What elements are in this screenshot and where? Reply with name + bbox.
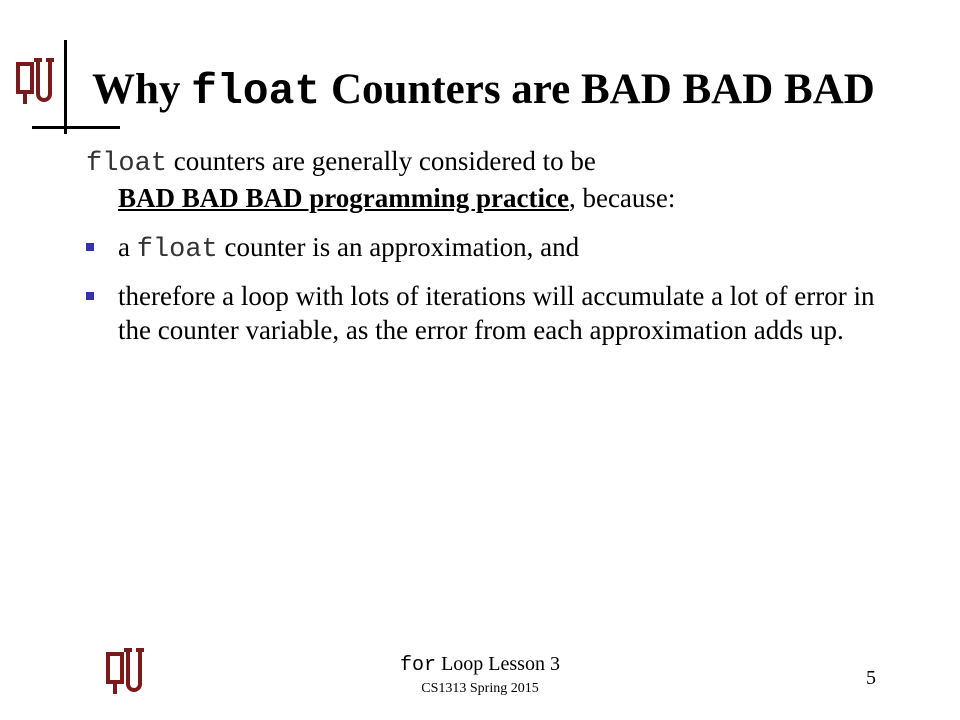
footer-course: CS1313 Spring 2015: [421, 681, 539, 696]
ou-logo-icon: [14, 56, 58, 113]
bullet-code: float: [136, 235, 218, 265]
intro-line2-rest: , because:: [568, 183, 676, 213]
intro-line1-rest: counters are generally considered to be: [167, 146, 596, 176]
intro-code: float: [86, 149, 168, 179]
bullet-rest: counter is an approximation, and: [217, 232, 580, 262]
intro-emphasis: BAD BAD BAD programming practice: [118, 183, 569, 213]
bullet-marker: [86, 243, 94, 251]
title-horizontal-rule: [32, 126, 120, 129]
footer-code: for: [400, 654, 437, 677]
footer-lesson: Loop Lesson 3: [436, 653, 560, 675]
bullet-marker: [86, 292, 94, 300]
bullet-prefix: a: [118, 232, 137, 262]
footer-lesson-line: [0, 652, 960, 678]
page-number: 5: [866, 667, 876, 689]
intro-paragraph: [86, 144, 675, 215]
slide-title: [92, 60, 875, 122]
title-code: float: [191, 67, 321, 116]
intro-line-2: [86, 181, 675, 215]
bullet-item: [86, 279, 906, 347]
slide-footer: [0, 652, 960, 700]
bullet-text: therefore a loop with lots of iterations will accumulate a lot of error in the counter variable, as the error from each approximation adds up.: [118, 281, 875, 345]
title-suffix: Counters are BAD BAD BAD: [320, 66, 875, 113]
title-vertical-rule: [64, 40, 67, 134]
intro-line-1: [86, 144, 675, 181]
bullet-item: [86, 230, 906, 267]
title-prefix: Why: [92, 66, 192, 113]
